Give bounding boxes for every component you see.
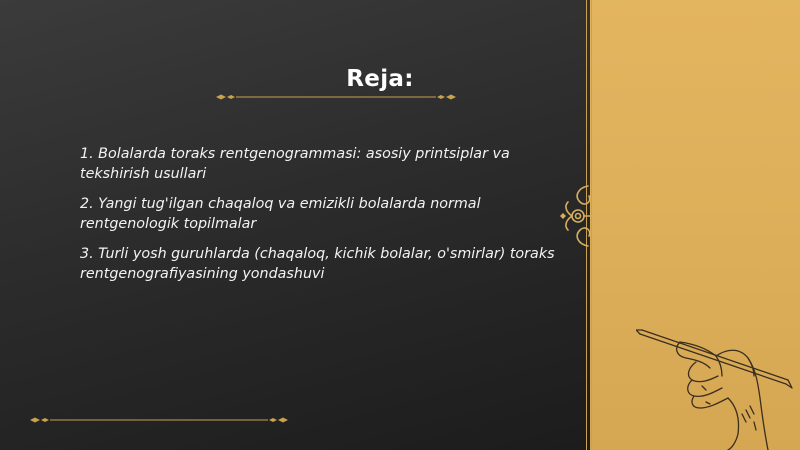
title-divider	[214, 92, 458, 102]
slide-title: Reja:	[346, 66, 414, 92]
scroll-flourish-icon	[558, 180, 598, 252]
hand-writing-sketch-icon	[636, 318, 800, 450]
footer-divider	[28, 415, 290, 425]
agenda-list	[80, 144, 560, 294]
agenda-item-1: 1. Bolalarda toraks rentgenogrammasi: asosiy printsiplar va tekshirish usullari	[80, 146, 510, 182]
agenda-item-3: 3. Turli yosh guruhlarda (chaqaloq, kichik bolalar, o'smirlar) toraks rentgenografiyasining yondashuvi	[80, 246, 555, 282]
agenda-item-2: 2. Yangi tug'ilgan chaqaloq va emizikli bolalarda normal rentgenologik topilmalar	[80, 196, 481, 232]
